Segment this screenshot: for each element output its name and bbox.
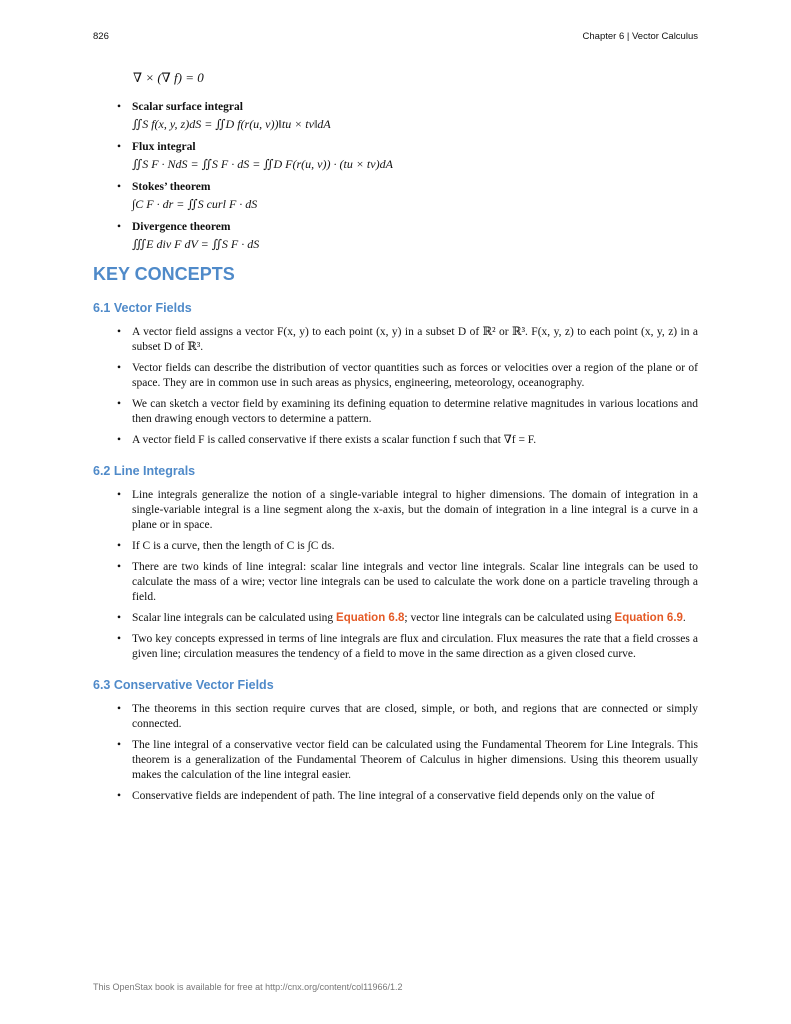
theorem-title: • Stokes’ theorem (132, 181, 211, 193)
list-item: • Two key concepts expressed in terms of line integrals are flux and circulation. Flux measures the rate that a field crosses a given line; circulation measures the tendency of a field to move in the same direction as a given closed curve. (93, 632, 698, 662)
list-item: • The line integral of a conservative vector field can be calculated using the Fundamental Theorem for Line Integrals. This theorem is a generalization of the Fundamental Theorem of Calculus in higher dimensions. Using this theorem usually makes the calculation of the line integral easier. (93, 738, 698, 783)
theorem-list (93, 100, 698, 252)
list-item: • The theorems in this section require curves that are closed, simple, or both, and regions that are connected or simply connected. (93, 702, 698, 732)
theorem-title: • Divergence theorem (132, 221, 231, 233)
list-item: • Line integrals generalize the notion of a single-variable integral to higher dimensions. The domain of integration in a single-variable integral is a line segment along the x-axis, but the domain of integration in a line integral is a curve in a plane or in space. (93, 488, 698, 533)
section-bullets (93, 325, 698, 448)
list-item: • There are two kinds of line integral: scalar line integrals and vector line integrals. Scalar line integrals can be used to calculate the mass of a wire; vector line integrals can be used to calculate the work done on a particle traveling through a field. (93, 560, 698, 605)
list-item: • We can sketch a vector field by examining its defining equation to determine relative magnitudes in various locations and then drawing enough vectors to determine a pattern. (93, 397, 698, 427)
theorem-item (93, 140, 698, 172)
section-bullets (93, 702, 698, 804)
section-bullets (93, 488, 698, 662)
equation-link[interactable]: Equation 6.8 (336, 612, 405, 624)
theorem-formula: ∭E div F dV = ∬S F · dS (132, 237, 260, 251)
theorem-item (93, 100, 698, 132)
list-item: • Conservative fields are independent of path. The line integral of a conservative field depends only on the value of (93, 789, 698, 804)
key-concepts-heading: KEY CONCEPTS (93, 264, 235, 284)
theorem-item (93, 220, 698, 252)
equation-link[interactable]: Equation 6.9 (614, 612, 683, 624)
theorem-title: • Flux integral (132, 141, 196, 153)
list-item (93, 611, 698, 626)
theorem-item (93, 180, 698, 212)
footer-text: This OpenStax book is available for free at http://cnx.org/content/col11966/1.2 (93, 982, 403, 992)
list-item: • A vector field F is called conservative if there exists a scalar function f such that ∇f = F. (93, 433, 698, 448)
theorem-title: • Scalar surface integral (132, 101, 243, 113)
theorem-formula: ∬S f(x, y, z)dS = ∬D f(r(u, v))‖tu × tv‖dA (132, 117, 331, 131)
section-heading: 6.3 Conservative Vector Fields (93, 678, 274, 692)
page-content (93, 70, 698, 810)
list-item-text: Scalar line integrals can be calculated using (132, 612, 337, 624)
section-heading: 6.1 Vector Fields (93, 301, 192, 315)
list-item-text: . (682, 612, 686, 624)
top-formula: ∇ × (∇ f) = 0 (133, 70, 204, 85)
list-item: • A vector field assigns a vector F(x, y) to each point (x, y) in a subset D of ℝ² or ℝ³. F(x, y, z) to each point (x, y, z) in a subset D of ℝ³. (93, 325, 698, 355)
section-heading: 6.2 Line Integrals (93, 464, 196, 478)
page-number: 826 (93, 31, 109, 42)
list-item: • Vector fields can describe the distribution of vector quantities such as forces or velocities over a region of the plane or of space. They are in common use in such areas as physics, engineering, meteorology, oceanography. (93, 361, 698, 391)
chapter-title: Chapter 6 | Vector Calculus (582, 31, 698, 42)
list-item: • If C is a curve, then the length of C is ∫C ds. (93, 539, 698, 554)
list-item-text: ; vector line integrals can be calculated using (404, 612, 615, 624)
theorem-formula: ∫C F · dr = ∬S curl F · dS (132, 197, 258, 211)
theorem-formula: ∬S F · NdS = ∬S F · dS = ∬D F(r(u, v)) · (tu × tv)dA (132, 157, 393, 171)
